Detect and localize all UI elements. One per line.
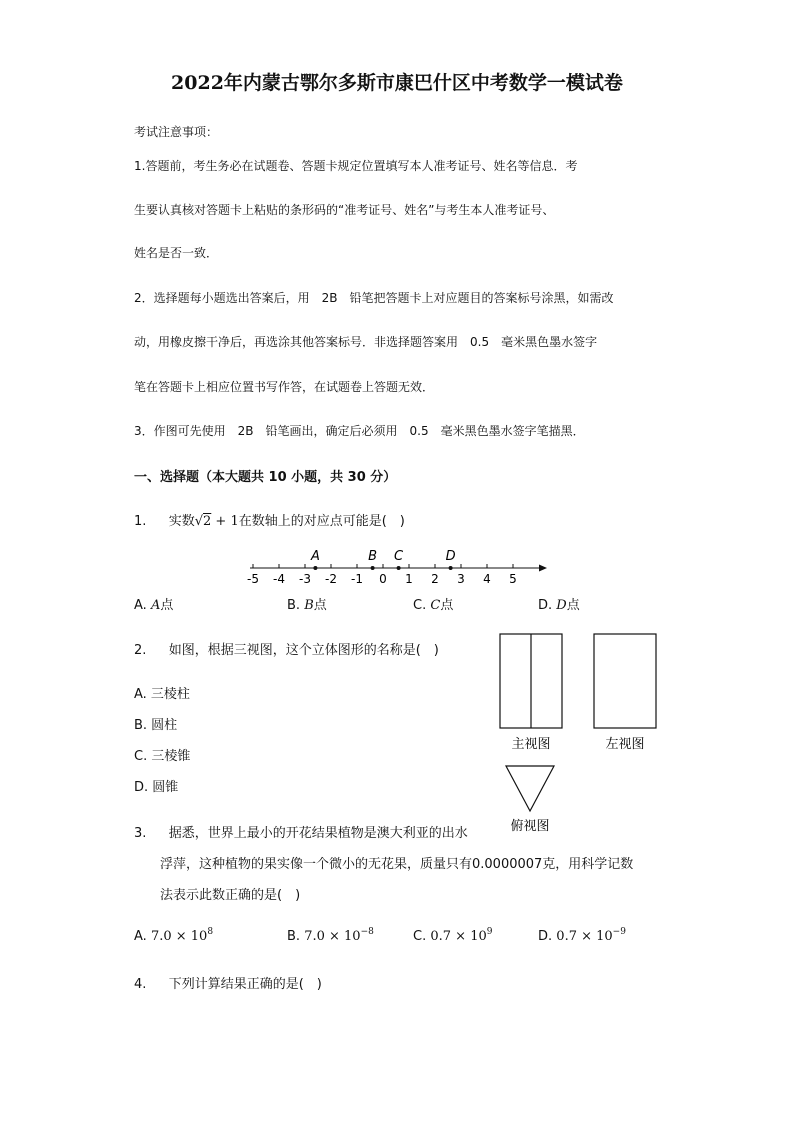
q1-option-a-var: A bbox=[150, 598, 161, 613]
top-view-triangle bbox=[506, 766, 554, 811]
q1-option-d-var: D bbox=[556, 598, 567, 613]
q3-option-c-letter: C. bbox=[413, 929, 427, 944]
q1-option-c-text: 点 bbox=[440, 598, 454, 613]
sqrt-radicand: 2 bbox=[203, 514, 212, 529]
q1-option-d[interactable] bbox=[538, 594, 580, 613]
point-label-c: C bbox=[394, 549, 404, 564]
q2-option-b[interactable]: B. 圆柱 bbox=[134, 718, 178, 733]
tick-label: 3 bbox=[457, 572, 465, 586]
q1-option-c[interactable] bbox=[413, 594, 453, 613]
notes-line-2: 生要认真核对答题卡上粘贴的条形码的“准考证号、姓名”与考生本人准考证号、 bbox=[134, 203, 555, 217]
question-3-line-1: 据悉，世界上最小的开花结果植物是澳大利亚的出水 bbox=[168, 826, 468, 841]
page-title: 2022年内蒙古鄂尔多斯市康巴什区中考数学一模试卷 bbox=[171, 72, 623, 94]
q1-option-b-text: 点 bbox=[313, 598, 327, 613]
question-4 bbox=[134, 973, 322, 992]
tick-label: 0 bbox=[379, 572, 387, 586]
tick-label: 1 bbox=[405, 572, 413, 586]
question-2 bbox=[134, 639, 439, 658]
q3-option-d[interactable] bbox=[538, 929, 626, 944]
q1-option-c-letter: C. bbox=[413, 598, 427, 613]
point-c bbox=[397, 566, 401, 570]
point-b bbox=[371, 566, 375, 570]
q3-option-c[interactable] bbox=[413, 929, 492, 944]
q3-option-b-exp: −8 bbox=[360, 927, 374, 937]
question-4-text: 下列计算结果正确的是( ) bbox=[168, 977, 322, 992]
question-1-text-after: 在数轴上的对应点可能是( ) bbox=[238, 514, 405, 529]
q2-option-a[interactable]: A. 三棱柱 bbox=[134, 687, 190, 702]
q3-option-b[interactable] bbox=[287, 929, 374, 944]
tick-label: -1 bbox=[351, 572, 363, 586]
question-1 bbox=[134, 510, 405, 529]
tick-label: -4 bbox=[273, 572, 285, 586]
q3-option-b-base: 7.0 × 10 bbox=[304, 929, 361, 944]
notes-line-3: 姓名是否一致． bbox=[134, 246, 219, 260]
q1-option-a-letter: A. bbox=[134, 598, 147, 613]
q3-option-a-letter: A. bbox=[134, 929, 147, 944]
q1-option-a[interactable] bbox=[134, 594, 173, 613]
q3-option-c-exp: 9 bbox=[486, 927, 493, 937]
point-label-d: D bbox=[445, 549, 456, 564]
question-3-line-2: 浮萍，这种植物的果实像一个微小的无花果，质量只有0.0000007克，用科学记数 bbox=[160, 857, 634, 872]
left-view-label: 左视图 bbox=[605, 737, 645, 752]
point-a bbox=[313, 566, 317, 570]
point-d bbox=[449, 566, 453, 570]
point-label-a: A bbox=[310, 549, 320, 564]
q3-option-b-letter: B. bbox=[287, 929, 301, 944]
notes-line-4: 2．选择题每小题选出答案后，用 2B 铅笔把答题卡上对应题目的答案标号涂黑，如需改 bbox=[134, 291, 614, 305]
number-line bbox=[240, 544, 560, 586]
number-line-arrow bbox=[539, 565, 547, 572]
number-line-ticks bbox=[247, 564, 517, 586]
tick-label: 5 bbox=[509, 572, 517, 586]
q3-option-d-exp: −9 bbox=[612, 927, 626, 937]
front-view-label: 主视图 bbox=[511, 737, 551, 752]
tick-label: 4 bbox=[483, 572, 491, 586]
notes-line-7: 3．作图可先使用 2B 铅笔画出，确定后必须用 0.5 毫米黑色墨水签字笔描黑． bbox=[134, 424, 585, 438]
q3-option-d-letter: D. bbox=[538, 929, 553, 944]
section-heading: 一、选择题（本大题共 10 小题，共 30 分） bbox=[134, 470, 397, 485]
notes-line-6: 笔在答题卡上相应位置书写作答，在试题卷上答题无效． bbox=[134, 380, 435, 394]
three-view-figure bbox=[496, 632, 662, 842]
q3-option-d-base: 0.7 × 10 bbox=[556, 929, 613, 944]
q1-option-b-var: B bbox=[304, 598, 314, 613]
top-view-label: 俯视图 bbox=[510, 819, 550, 834]
tick-label: -2 bbox=[325, 572, 337, 586]
q3-option-a-base: 7.0 × 10 bbox=[150, 929, 208, 944]
question-3-line-3: 法表示此数正确的是( ) bbox=[160, 888, 301, 903]
tick-label: -3 bbox=[299, 572, 311, 586]
q1-option-b-letter: B. bbox=[287, 598, 301, 613]
tick-label: 2 bbox=[431, 572, 439, 586]
question-1-text-before: 实数 bbox=[168, 514, 195, 529]
notes-heading: 考试注意事项： bbox=[134, 125, 219, 139]
q1-option-a-text: 点 bbox=[160, 598, 174, 613]
q1-option-c-var: C bbox=[430, 598, 441, 613]
tick-label: -5 bbox=[247, 572, 259, 586]
q1-option-b[interactable] bbox=[287, 594, 327, 613]
sqrt-sign: √ bbox=[194, 514, 203, 529]
q3-option-a-exp: 8 bbox=[207, 927, 214, 937]
q2-option-d[interactable]: D. 圆锥 bbox=[134, 780, 179, 795]
question-3 bbox=[134, 822, 468, 841]
q2-option-c[interactable]: C. 三棱锥 bbox=[134, 749, 191, 764]
left-view-rect bbox=[594, 634, 656, 728]
question-2-text: 如图，根据三视图，这个立体图形的名称是( ) bbox=[168, 643, 439, 658]
q3-option-a[interactable] bbox=[134, 929, 213, 944]
q1-option-d-text: 点 bbox=[566, 598, 580, 613]
notes-line-1: 1.答题前，考生务必在试题卷、答题卡规定位置填写本人准考证号、姓名等信息．考 bbox=[134, 159, 578, 173]
plus-one: + 1 bbox=[211, 514, 239, 529]
question-1-number: 1. bbox=[134, 514, 147, 529]
q3-option-c-base: 0.7 × 10 bbox=[430, 929, 487, 944]
notes-line-5: 动，用橡皮擦干净后，再选涂其他答案标号．非选择题答案用 0.5 毫米黑色墨水签字 bbox=[134, 335, 598, 349]
question-4-number: 4. bbox=[134, 977, 147, 992]
question-2-number: 2. bbox=[134, 643, 147, 658]
question-3-number: 3. bbox=[134, 826, 147, 841]
q1-option-d-letter: D. bbox=[538, 598, 553, 613]
point-label-b: B bbox=[368, 549, 378, 564]
